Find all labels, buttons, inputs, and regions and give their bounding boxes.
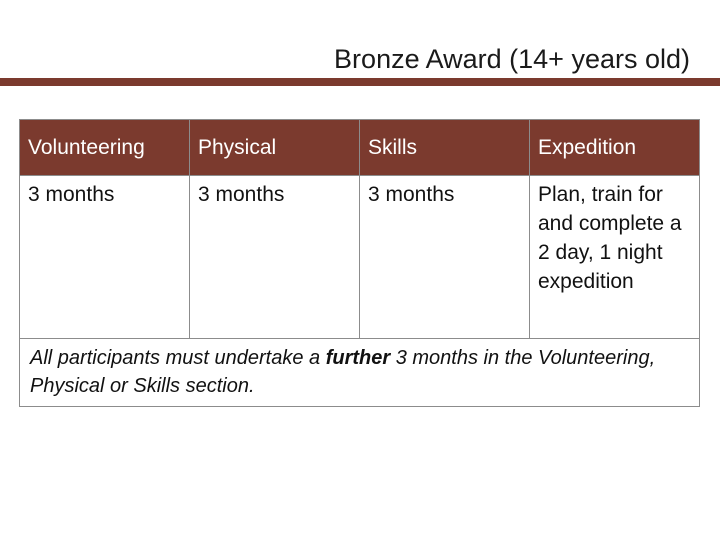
note-text-after: 3 months in the Volunteering, Physical or Skills section.	[30, 347, 656, 397]
award-table	[19, 119, 700, 407]
cell-physical: 3 months	[190, 176, 360, 339]
title-divider	[0, 78, 720, 86]
header-skills: Skills	[360, 120, 530, 176]
cell-skills: 3 months	[360, 176, 530, 339]
table-row	[20, 176, 700, 339]
slide-title: Bronze Award (14+ years old)	[334, 44, 690, 74]
participants-note	[20, 339, 700, 407]
table-header-row	[20, 120, 700, 176]
cell-expedition: Plan, train for and complete a 2 day, 1 night expedition	[530, 176, 700, 339]
header-physical: Physical	[190, 120, 360, 176]
note-text-before: All participants must undertake a	[30, 347, 326, 369]
header-volunteering: Volunteering	[20, 120, 190, 176]
header-expedition: Expedition	[530, 120, 700, 176]
cell-volunteering: 3 months	[20, 176, 190, 339]
note-row	[20, 339, 700, 407]
note-emphasis: further	[325, 347, 391, 369]
